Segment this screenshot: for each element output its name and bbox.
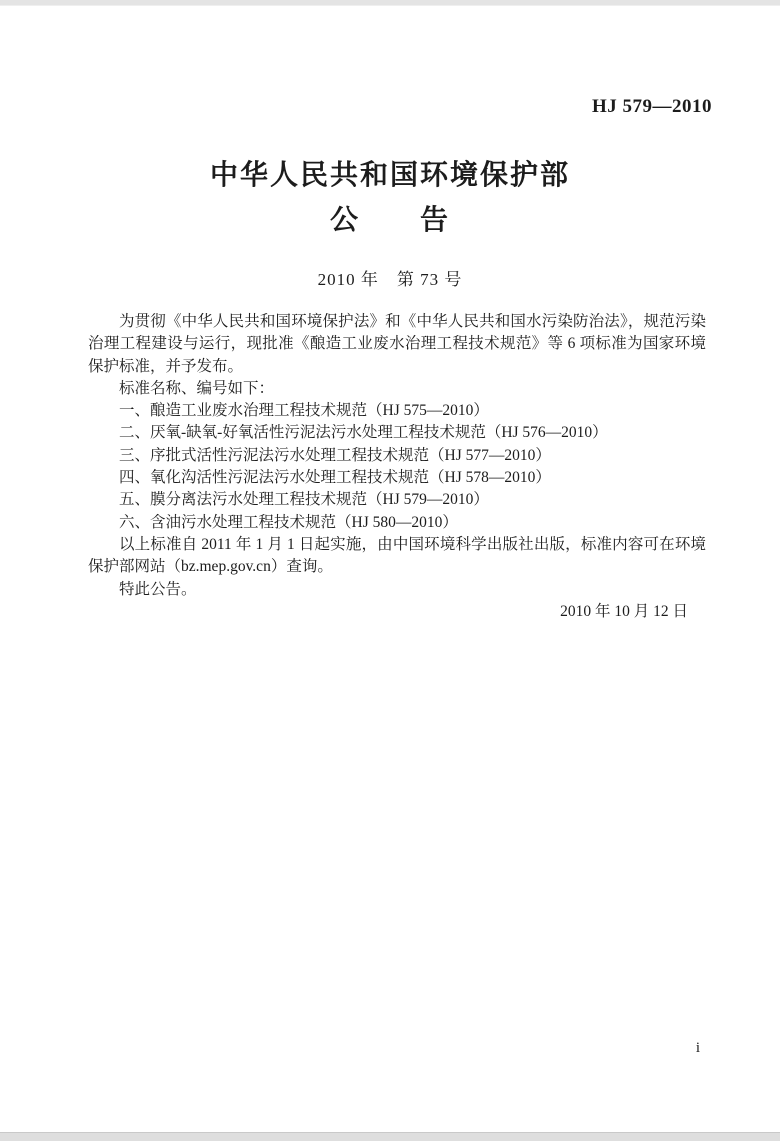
announcement-date: 2010 年 10 月 12 日 — [560, 602, 688, 620]
standard-item-6: 六、含油污水处理工程技术规范（HJ 580—2010） — [119, 513, 458, 531]
standard-item-3: 三、序批式活性污泥法污水处理工程技术规范（HJ 577—2010） — [119, 446, 551, 464]
list-intro-line: 标准名称、编号如下： — [119, 379, 275, 397]
standard-number-header: HJ 579—2010 — [591, 96, 712, 117]
intro-paragraph: 为贯彻《中华人民共和国环境保护法》和《中华人民共和国水污染防治法》，规范污染治理工程建设与运行，现批准《酿造工业废水治理工程技术规范》等 6 项标准为国家环境保护标准，并予发布。 — [88, 313, 706, 375]
standard-item-2: 二、厌氧-缺氧-好氧活性污泥法污水处理工程技术规范（HJ 576—2010） — [119, 424, 608, 442]
announcement-issue-number: 2010 年 第 73 号 — [317, 270, 463, 289]
scan-edge-top — [0, 0, 780, 6]
standard-item-4: 四、氧化沟活性污泥法污水处理工程技术规范（HJ 578—2010） — [119, 469, 551, 487]
document-subtitle: 公 告 — [329, 204, 450, 235]
standards-list — [88, 400, 706, 534]
standard-item-5: 五、膜分离法污水处理工程技术规范（HJ 579—2010） — [119, 491, 489, 509]
closing-line: 特此公告。 — [119, 580, 197, 598]
document-title: 中华人民共和国环境保护部 — [209, 159, 570, 190]
document-body — [88, 311, 706, 623]
standard-item-1: 一、酿造工业废水治理工程技术规范（HJ 575—2010） — [119, 402, 489, 420]
implementation-paragraph: 以上标准自 2011 年 1 月 1 日起实施，由中国环境科学出版社出版，标准内容可在环境保护部网站（bz.mep.gov.cn）查询。 — [88, 535, 706, 576]
page-number: i — [695, 1040, 701, 1056]
